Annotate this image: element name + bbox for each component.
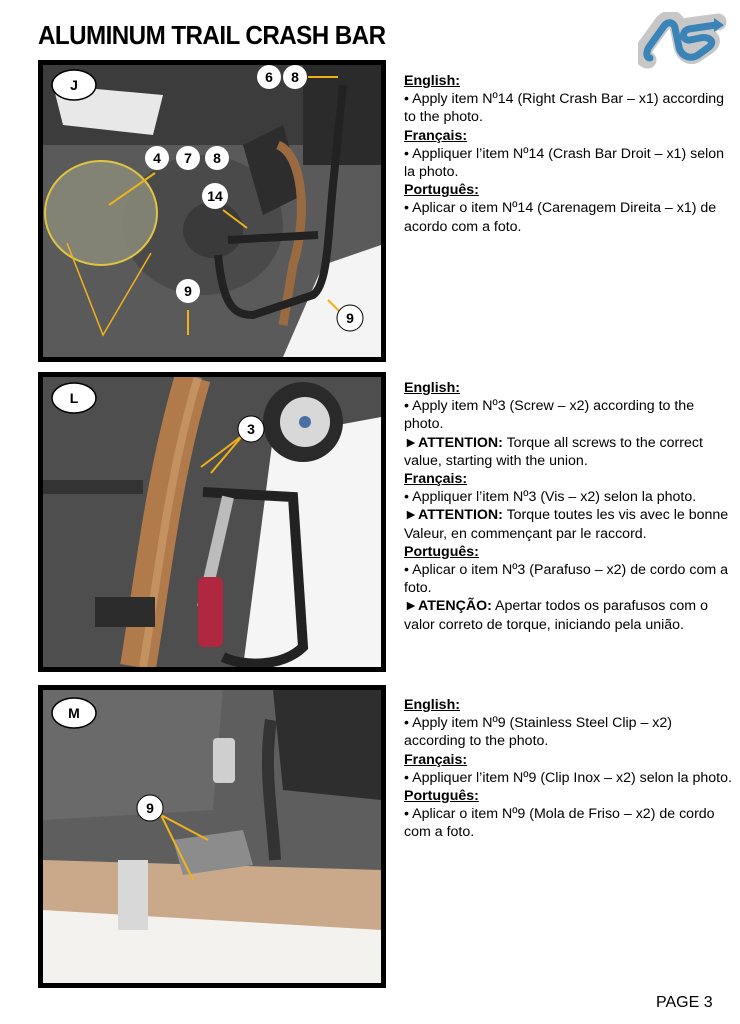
portuguese-heading: Português: [404,182,479,199]
svg-text:8: 8 [291,69,299,85]
photo-step-l [38,372,386,672]
french-text: • Appliquer l’item Nº9 (Clip Inox – x2) selon la photo. [404,769,732,786]
svg-text:9: 9 [146,800,154,816]
svg-text:4: 4 [153,150,161,166]
french-text: • Appliquer l’item Nº14 (Crash Bar Droit – x1) selon la photo. [404,145,725,181]
attention-label: ►ATTENTION: [404,434,503,451]
svg-text:9: 9 [184,283,192,299]
attention-text: Torque all screws to the correct value, starting with the union. [404,434,703,469]
photo-step-j [38,60,386,362]
french-attention [404,506,734,542]
english-heading: English: [404,697,460,713]
svg-text:9: 9 [346,310,354,326]
as-logo-icon [638,12,730,72]
photo-step-m [38,685,386,988]
french-heading: Français: [404,127,468,144]
portuguese-text: • Aplicar o item Nº3 (Parafuso – x2) de cordo com a foto. [404,562,728,597]
svg-text:7: 7 [184,150,192,166]
portuguese-text: • Aplicar o item Nº9 (Mola de Friso – x2) de cordo com a foto. [404,806,715,841]
attention-text: Torque toutes les vis avec le bonne Valeur, en commençant par le raccord. [404,507,729,542]
english-attention [404,434,734,470]
svg-text:8: 8 [213,150,221,166]
english-text: • Apply item Nº14 (Right Crash Bar – x1) according to the photo. [404,91,725,126]
attention-label: ►ATTENTION: [404,507,503,524]
svg-text:3: 3 [247,421,255,437]
english-text: • Apply item Nº9 (Stainless Steel Clip – x2) according to the photo. [404,715,672,750]
portuguese-heading: Português: [404,543,479,560]
callout-label: L [69,390,79,406]
step-l-instructions [404,379,734,634]
step-m-instructions [404,696,734,842]
french-heading: Français: [404,751,468,768]
portuguese-attention [404,597,734,633]
attention-label: ►ATENÇÃO: [404,598,492,615]
english-text: • Apply item Nº3 (Screw – x2) according to the photo. [404,398,695,433]
portuguese-heading: Português: [404,788,479,805]
callout-label: M [68,705,80,721]
callout-label: J [70,77,78,93]
step-j-instructions [404,72,734,236]
english-heading: English: [404,73,460,89]
english-heading: English: [404,380,460,396]
svg-text:14: 14 [207,188,223,204]
page-number: PAGE 3 [656,994,713,1011]
page-title: ALUMINUM TRAIL CRASH BAR [38,20,386,50]
portuguese-text: • Aplicar o item Nº14 (Carenagem Direita – x1) de acordo com a foto. [404,200,717,235]
french-heading: Français: [404,471,468,488]
attention-text: Apertar todos os parafusos com o valor correto de torque, iniciando pela união. [404,598,708,633]
svg-text:6: 6 [265,69,273,85]
french-text: • Appliquer l’item Nº3 (Vis – x2) selon la photo. [404,489,697,506]
